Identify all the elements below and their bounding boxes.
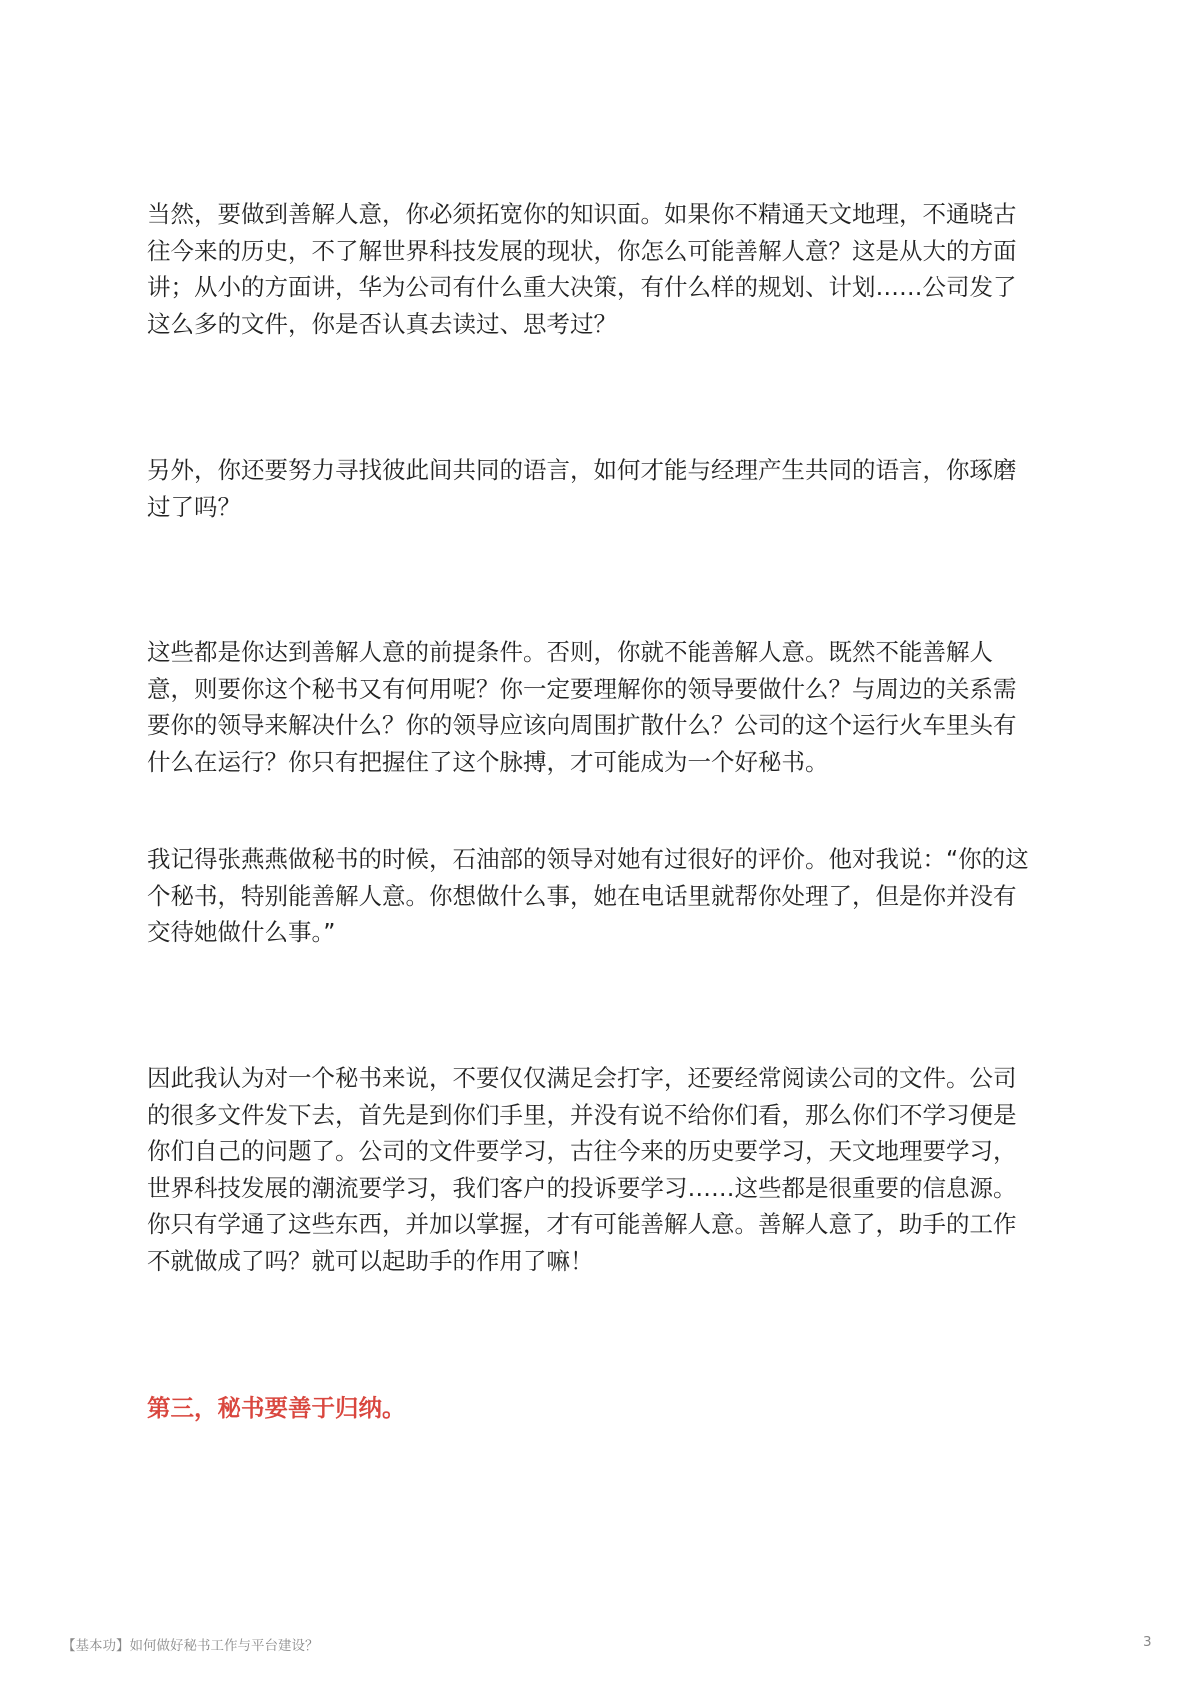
text-line: 这么多的文件，你是否认真去读过、思考过？: [147, 309, 617, 338]
paragraph-knowledge: [147, 196, 1067, 342]
page-number: 3: [1143, 1634, 1152, 1650]
text-line: 你们自己的问题了。公司的文件要学习，古往今来的历史要学习，天文地理要学习，: [147, 1137, 1017, 1165]
paragraph-anecdote: [147, 841, 1067, 951]
text-line: 我记得张燕燕做秘书的时候，石油部的领导对她有过很好的评价。他对我说：“你的这: [147, 845, 1029, 873]
text-line: 世界科技发展的潮流要学习，我们客户的投诉要学习……这些都是很重要的信息源。: [147, 1173, 1017, 1202]
text-line: 不就做成了吗？就可以起助手的作用了嘛！: [147, 1246, 594, 1275]
text-line: 个秘书，特别能善解人意。你想做什么事，她在电话里就帮你处理了，但是你并没有: [147, 881, 1017, 910]
text-line: 意，则要你这个秘书又有何用呢？你一定要理解你的领导要做什么？与周边的关系需: [147, 674, 1017, 703]
text-line: 过了吗？: [147, 492, 241, 521]
text-line: 交待她做什么事。”: [147, 918, 336, 946]
text-line: 讲；从小的方面讲，华为公司有什么重大决策，有什么样的规划、计划……公司发了: [147, 273, 1017, 301]
text-line: 另外，你还要努力寻找彼此间共同的语言，如何才能与经理产生共同的语言，你琢磨: [147, 456, 1017, 484]
text-line: 你只有学通了这些东西，并加以掌握，才有可能善解人意。善解人意了，助手的工作: [147, 1210, 1017, 1238]
text-line: 什么在运行？你只有把握住了这个脉搏，才可能成为一个好秘书。: [147, 747, 829, 776]
text-line: 要你的领导来解决什么？你的领导应该向周围扩散什么？公司的这个运行火车里头有: [147, 711, 1017, 739]
text-line: 因此我认为对一个秘书来说，不要仅仅满足会打字，还要经常阅读公司的文件。公司: [147, 1064, 1017, 1092]
paragraph-common-language: [147, 452, 1067, 525]
text-line: 往今来的历史，不了解世界科技发展的现状，你怎么可能善解人意？这是从大的方面: [147, 236, 1017, 265]
text-line: 这些都是你达到善解人意的前提条件。否则，你就不能善解人意。既然不能善解人: [147, 638, 993, 666]
text-line: 当然，要做到善解人意，你必须拓宽你的知识面。如果你不精通天文地理，不通晓古: [147, 200, 1017, 228]
section-heading: 第三，秘书要善于归纳。: [147, 1394, 406, 1422]
footer-title: 【基本功】如何做好秘书工作与平台建设？: [62, 1638, 319, 1654]
text-line: 的很多文件发下去，首先是到你们手里，并没有说不给你们看，那么你们不学习便是: [147, 1100, 1017, 1129]
paragraph-conclusion: [147, 1060, 1067, 1279]
paragraph-preconditions: [147, 634, 1067, 780]
